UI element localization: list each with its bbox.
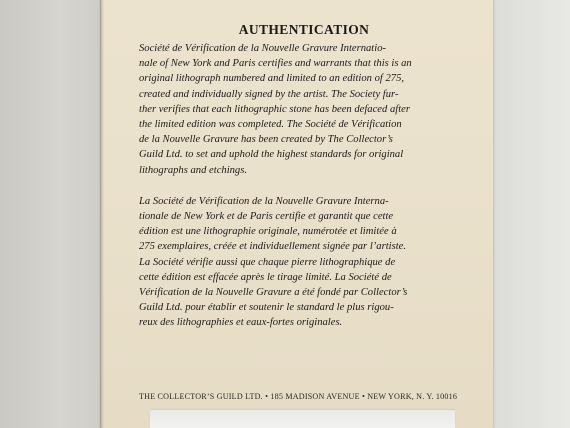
- adhesive-tape-strip: [150, 410, 455, 428]
- text-line: de la Nouvelle Gravure has been created by The Collector’s: [139, 134, 393, 146]
- text-line: nale of New York and Paris certifies and warrants that this is an: [139, 58, 412, 70]
- text-line: reux des lithographies et eaux-fortes originales.: [139, 317, 343, 329]
- text-line: created and individually signed by the artist. The Society fur-: [139, 88, 399, 100]
- text-line: lithographs and etchings.: [139, 164, 247, 176]
- text-line: La Société vérifie aussi que chaque pierre lithographique de: [139, 256, 396, 268]
- text-line: the limited edition was completed. The Société de Vérification: [139, 119, 402, 131]
- document-title: AUTHENTICATION: [238, 22, 370, 37]
- text-line: La Société de Vérification de la Nouvelle Gravure Interna-: [139, 195, 389, 207]
- publisher-footer: THE COLLECTOR’S GUILD LTD. • 185 MADISON AVENUE • NEW YORK, N. Y. 10016: [139, 392, 458, 401]
- text-line: cette édition est effacée après le tirage limité. La Société de: [139, 271, 392, 283]
- english-paragraph: [139, 41, 469, 178]
- text-line: original lithograph numbered and limited to an edition of 275,: [139, 73, 405, 85]
- text-line: Guild Ltd. pour établir et soutenir le standard le plus rigou-: [139, 302, 394, 314]
- sheet-edge-shadow: [101, 0, 104, 428]
- background-surface-left: [0, 0, 100, 428]
- french-paragraph: [139, 194, 469, 331]
- text-line: édition est une lithographie originale, numérotée et limitée à: [139, 226, 397, 238]
- text-line: Vérification de la Nouvelle Gravure a été fondé par Collector’s: [139, 287, 408, 299]
- background-surface-right: [492, 0, 570, 428]
- text-line: 275 exemplaires, créée et individuellement signée par l’artiste.: [139, 241, 407, 253]
- text-line: ther verifies that each lithographic stone has been defaced after: [139, 103, 410, 115]
- certificate-content: [139, 22, 469, 331]
- text-line: Guild Ltd. to set and uphold the highest standards for original: [139, 149, 404, 161]
- text-line: Société de Vérification de la Nouvelle Gravure Internatio-: [139, 43, 387, 54]
- text-line: tionale de New York et de Paris certifie et garantit que cette: [139, 211, 394, 223]
